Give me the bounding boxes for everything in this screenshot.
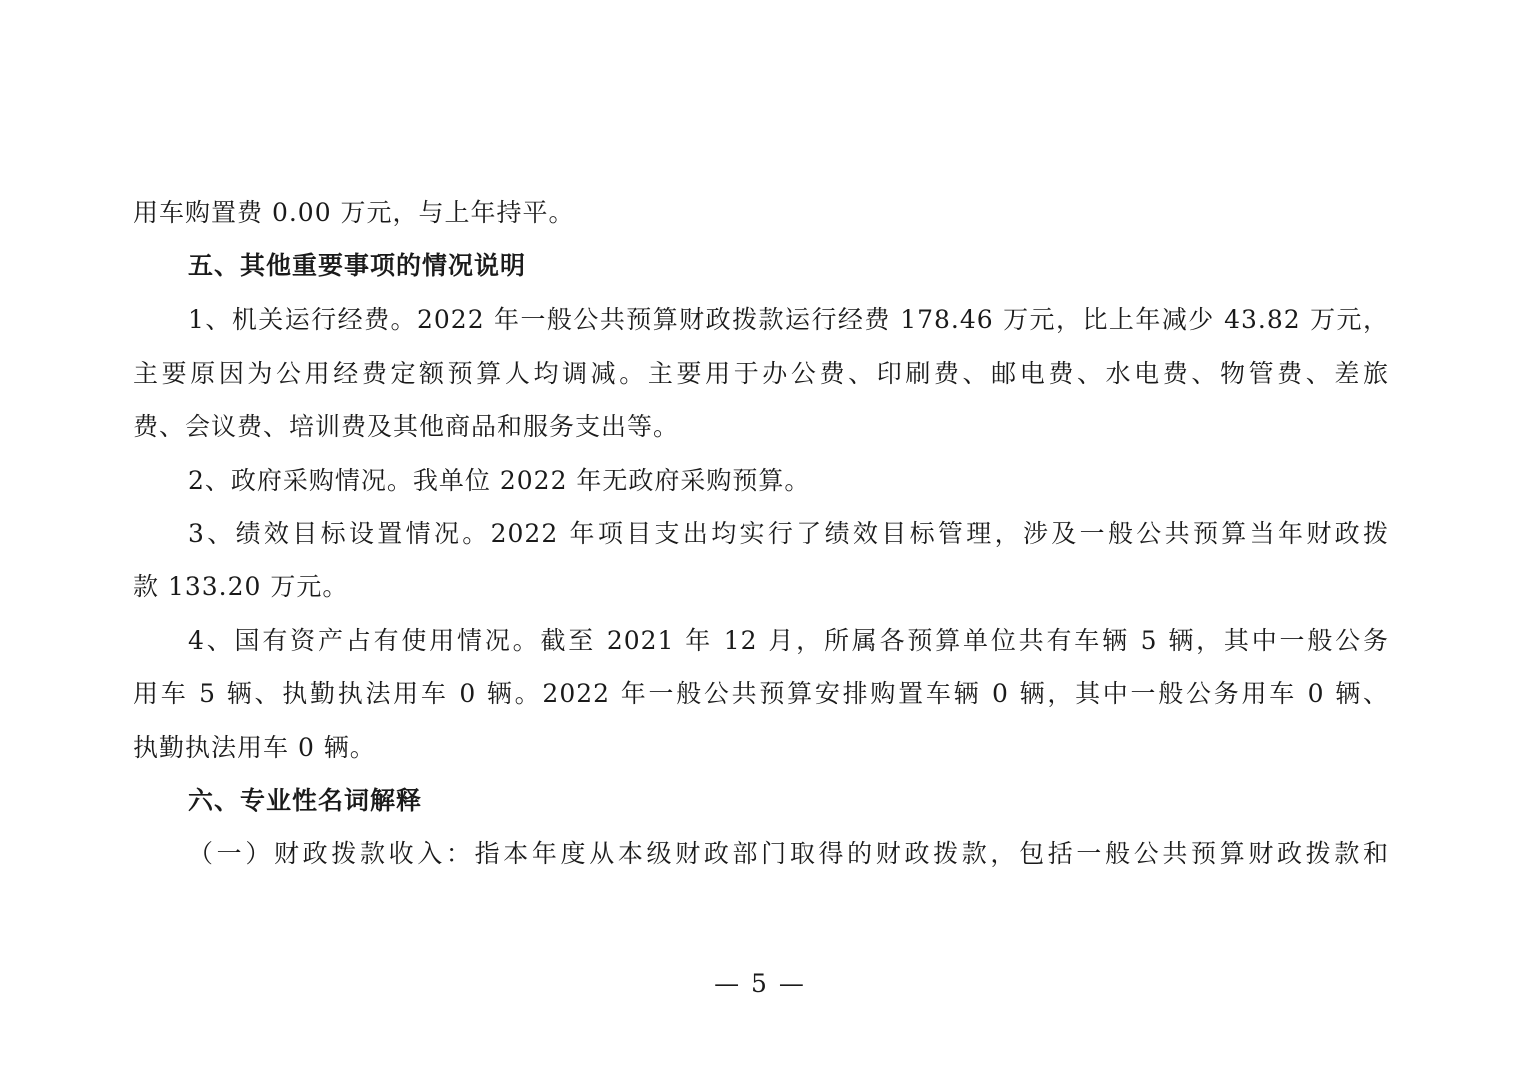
paragraph-line: 主要原因为公用经费定额预算人均调减。主要用于办公费、印刷费、邮电费、水电费、物管费、差旅 — [133, 359, 1389, 388]
page-number: — 5 — — [714, 969, 806, 998]
paragraph-line: 用车 5 辆、执勤执法用车 0 辆。2022 年一般公共预算安排购置车辆 0 辆，其中一般公务用车 0 辆、 — [133, 679, 1389, 708]
paragraph-line: 款 133.20 万元。 — [133, 572, 349, 601]
paragraph-line: 用车购置费 0.00 万元，与上年持平。 — [133, 198, 575, 227]
section-heading-6: 六、专业性名词解释 — [188, 786, 423, 815]
paragraph-line: 费、会议费、培训费及其他商品和服务支出等。 — [133, 412, 680, 441]
paragraph-line: （一）财政拨款收入：指本年度从本级财政部门取得的财政拨款，包括一般公共预算财政拨款和 — [188, 839, 1389, 868]
paragraph-line: 2、政府采购情况。我单位 2022 年无政府采购预算。 — [188, 466, 811, 495]
section-heading-5: 五、其他重要事项的情况说明 — [188, 251, 527, 280]
paragraph-line: 4、国有资产占有使用情况。截至 2021 年 12 月，所属各预算单位共有车辆 5 辆，其中一般公务 — [188, 626, 1389, 655]
paragraph-line: 1、机关运行经费。2022 年一般公共预算财政拨款运行经费 178.46 万元，比上年减少 43.82 万元， — [188, 305, 1389, 334]
paragraph-line: 执勤执法用车 0 辆。 — [133, 733, 376, 762]
paragraph-line: 3、绩效目标设置情况。2022 年项目支出均实行了绩效目标管理，涉及一般公共预算当年财政拨 — [188, 519, 1389, 548]
